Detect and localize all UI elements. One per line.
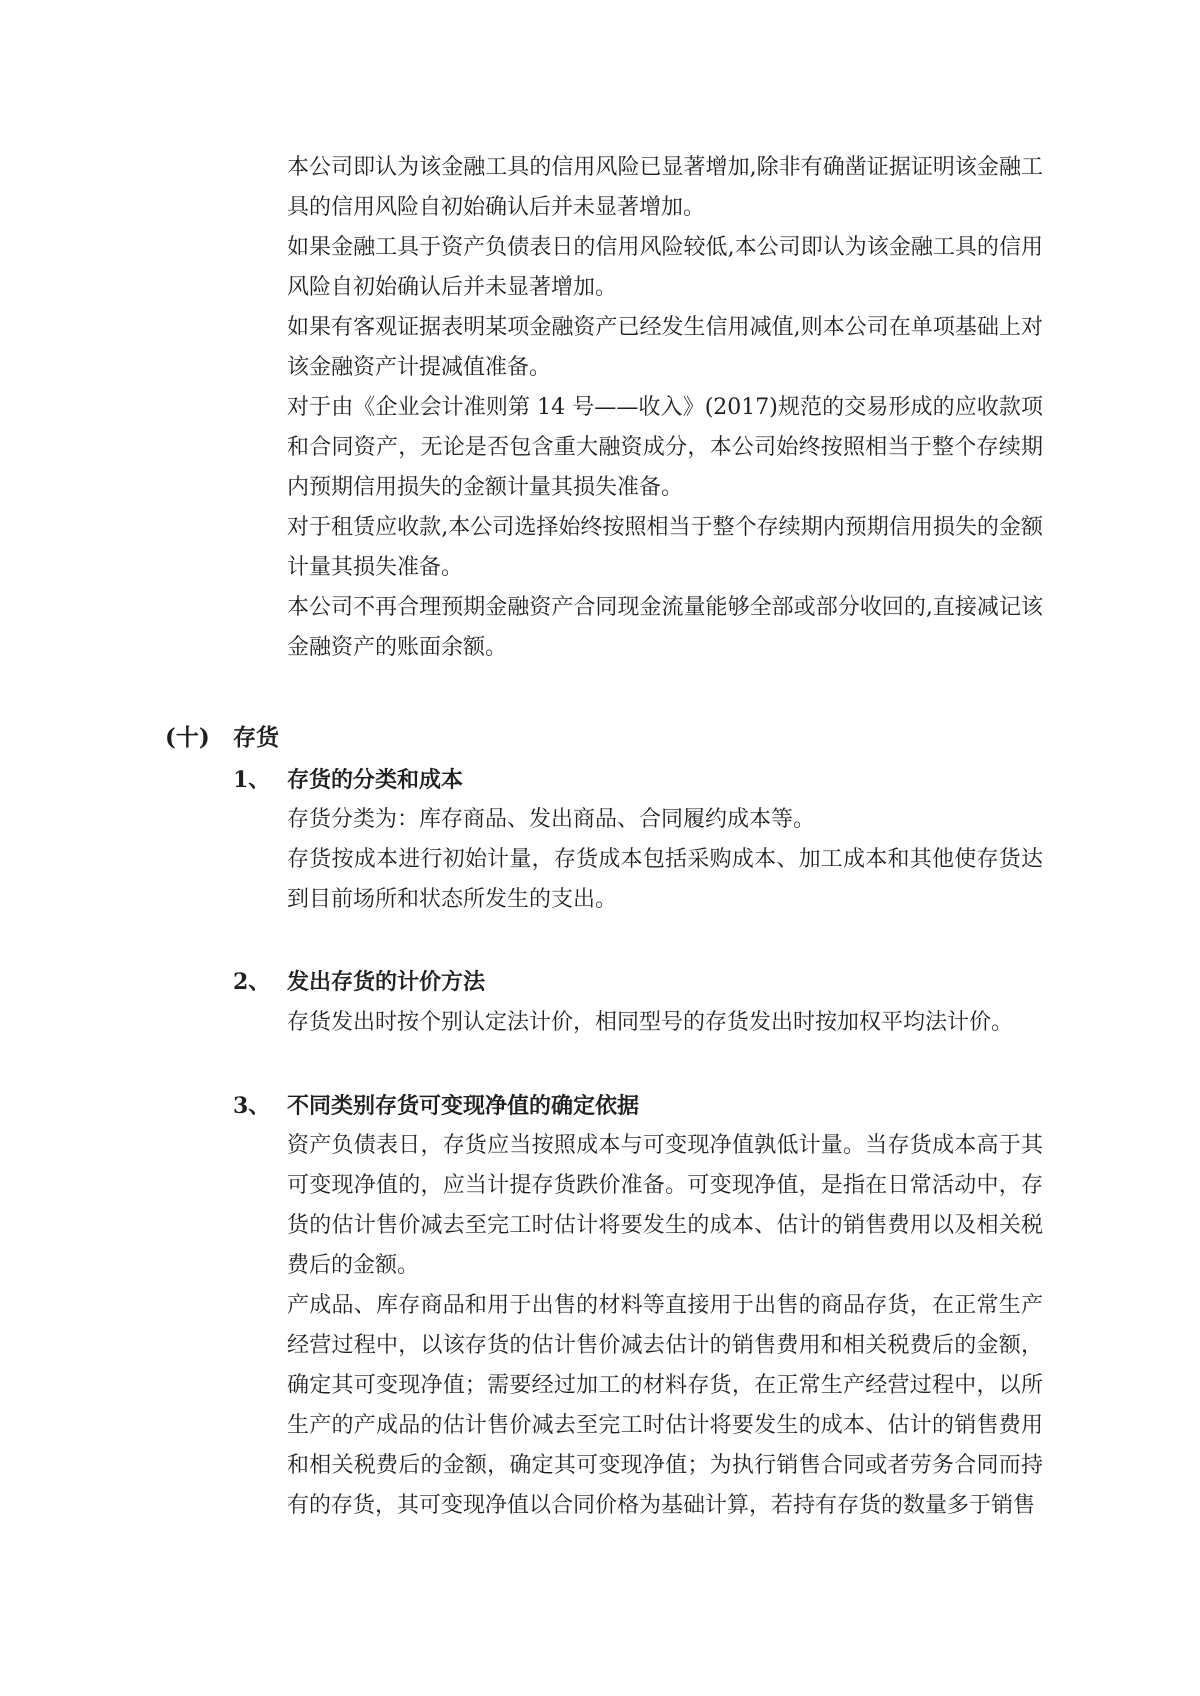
- item-number: 3、: [233, 1093, 271, 1119]
- section-heading: [0, 718, 1200, 758]
- item-number: 2、: [233, 969, 271, 995]
- item-number: 1、: [233, 767, 271, 793]
- item-heading-3: [0, 1086, 1200, 1126]
- intro-paragraphs-block: [287, 148, 1043, 668]
- intro-paragraph: 对于租赁应收款,本公司选择始终按照相当于整个存续期内预期信用损失的金额计量其损失准备。: [287, 515, 1043, 580]
- item-title: 发出存货的计价方法: [287, 969, 486, 995]
- intro-paragraph: 对于由《企业会计准则第 14 号——收入》(2017)规范的交易形成的应收款项和合同资产，无论是否包含重大融资成分，本公司始终按照相当于整个存续期内预期信用损失的金额计量其损失准备。: [287, 395, 1043, 500]
- intro-paragraph: 如果有客观证据表明某项金融资产已经发生信用减值,则本公司在单项基础上对该金融资产计提减值准备。: [287, 315, 1043, 380]
- section-title: 存货: [233, 724, 279, 751]
- intro-paragraph: 本公司即认为该金融工具的信用风险已显著增加,除非有确凿证据证明该金融工具的信用风险自初始确认后并未显著增加。: [287, 155, 1043, 220]
- intro-paragraph: 如果金融工具于资产负债表日的信用风险较低,本公司即认为该金融工具的信用风险自初始确认后并未显著增加。: [287, 235, 1043, 300]
- item-paragraph: 产成品、库存商品和用于出售的材料等直接用于出售的商品存货，在正常生产经营过程中，以该存货的估计售价减去估计的销售费用和相关税费后的金额，确定其可变现净值；需要经过加工的材料存货，在正常生产经营过程中，以所生产的产成品的估计售价减去至完工时估计将要发生的成本、估计的销售费用和相关税费后的金额，确定其可变现净值；为执行销售合同或者劳务合同而持有的存货，其可变现净值以合同价格为基础计算，若持有存货的数量多于销售: [287, 1293, 1043, 1518]
- item-paragraph: 存货分类为：库存商品、发出商品、合同履约成本等。: [287, 807, 816, 832]
- item-paragraph: 资产负债表日，存货应当按照成本与可变现净值孰低计量。当存货成本高于其可变现净值的，应当计提存货跌价准备。可变现净值，是指在日常活动中，存货的估计售价减去至完工时估计将要发生的成本、估计的销售费用以及相关税费后的金额。: [287, 1133, 1043, 1278]
- item-paragraph: 存货按成本进行初始计量，存货成本包括采购成本、加工成本和其他使存货达到目前场所和状态所发生的支出。: [287, 847, 1043, 912]
- item-body-2: [287, 1003, 1043, 1043]
- item-title: 存货的分类和成本: [287, 767, 464, 793]
- item-body-1: [287, 800, 1043, 920]
- item-paragraph: 存货发出时按个别认定法计价，相同型号的存货发出时按加权平均法计价。: [287, 1010, 1014, 1035]
- intro-paragraph: 本公司不再合理预期金融资产合同现金流量能够全部或部分收回的,直接减记该金融资产的账面余额。: [287, 595, 1043, 660]
- item-heading-1: [0, 760, 1200, 800]
- item-heading-2: [0, 962, 1200, 1002]
- item-title: 不同类别存货可变现净值的确定依据: [287, 1093, 640, 1119]
- item-body-3: [287, 1126, 1043, 1526]
- section-number: (十): [165, 724, 210, 751]
